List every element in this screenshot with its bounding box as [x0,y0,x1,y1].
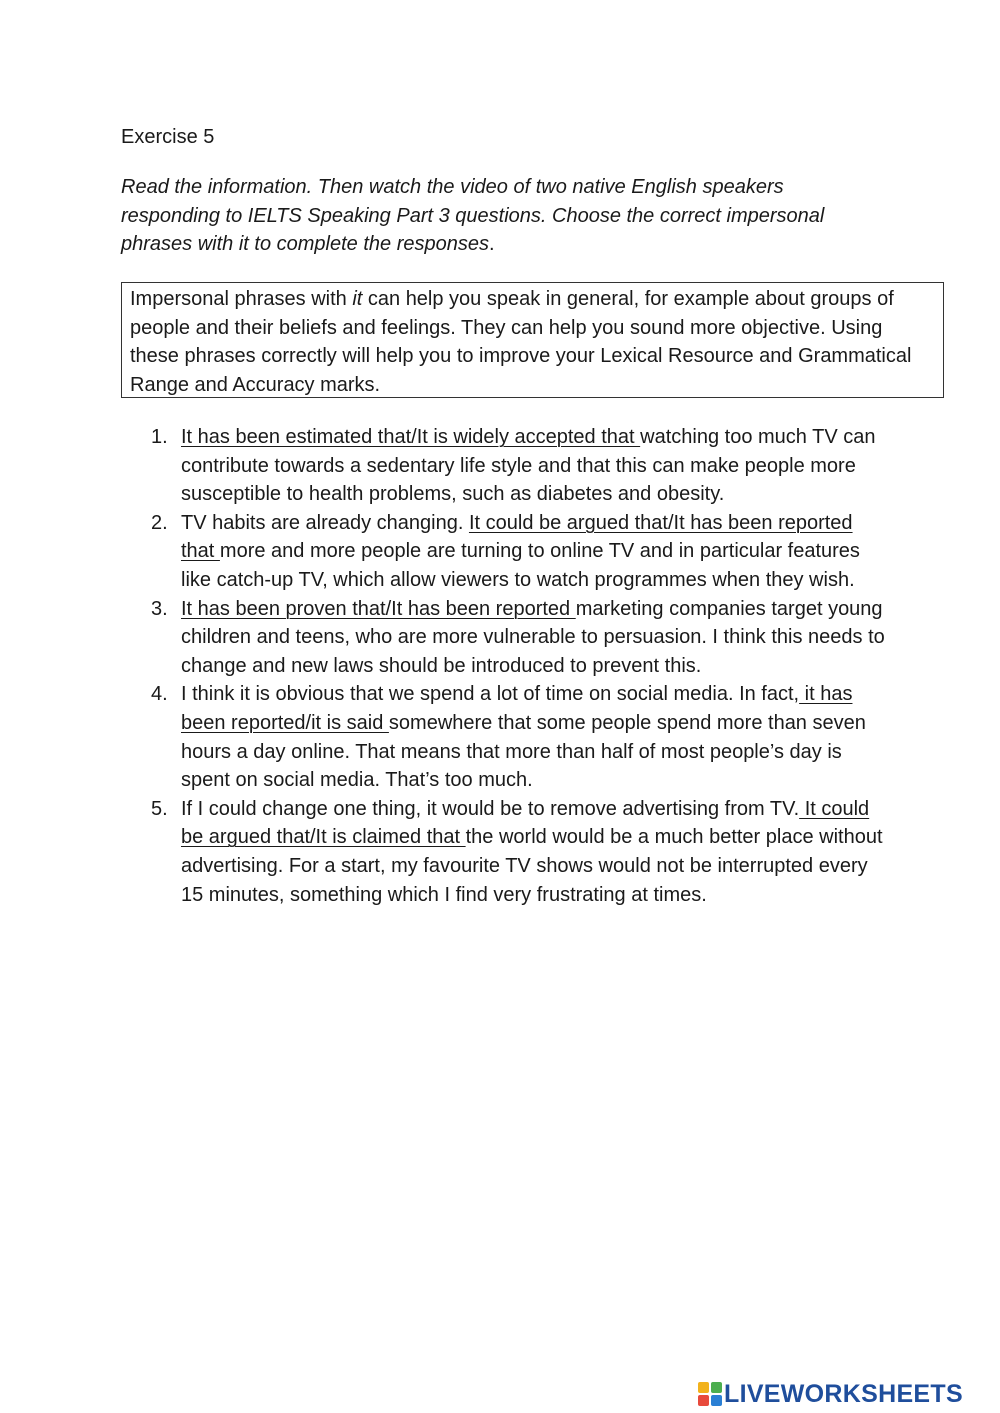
logo-square-red [698,1395,709,1406]
logo-square-yellow [698,1382,709,1393]
liveworksheets-logo [698,1379,963,1409]
logo-square-blue [711,1395,722,1406]
item-text-after: more and more people are turning to online TV and in particular features like catch-up TV, which allow viewers to watch programmes when they wish. [181,540,860,591]
answer-item-1 [121,423,891,509]
item-number: 1. [151,426,168,448]
phrase-choice-1[interactable]: It has been estimated that/It is widely accepted that [181,426,641,448]
item-text-after: somewhere that some people spend more than seven hours a day online. That means that more than half of most people’s day is spent on social media. That’s too much. [181,711,866,792]
item-number: 4. [151,683,168,706]
answer-list [121,423,891,909]
liveworksheets-wordmark: LIVEWORKSHEETS [724,1379,963,1408]
item-number: 2. [151,511,168,534]
item-text-after: marketing companies target young children and teens, who are more vulnerable to persuasion. I think this needs to change and new laws should be introduced to prevent this. [181,597,885,677]
info-text-pre: Impersonal phrases with [130,288,353,310]
phrase-choice-5[interactable]: It could be argued that/It is claimed that [181,797,870,849]
item-text-before: TV habits are already changing. [181,511,469,534]
phrase-choice-4[interactable]: it has been reported/it is said [181,683,853,734]
info-box [121,282,944,398]
answer-item-5 [121,795,891,909]
item-number: 5. [151,797,168,820]
phrase-choice-2[interactable]: It could be argued that/It has been reported that [181,511,853,563]
info-text-it: it [352,288,363,310]
answer-item-2 [121,509,891,595]
logo-square-green [711,1382,722,1393]
info-text-post: can help you speak in general, for example about groups of people and their beliefs and feelings. They can help you sound more objective. Using these phrases correctly will help you to improve your Lexical Resource and Grammatical Range and Accuracy marks. [130,288,912,396]
item-text-after: watching too much TV can contribute towards a sedentary life style and that this can make people more susceptible to health problems, such as diabetes and obesity. [181,426,876,506]
item-number: 3. [151,597,168,620]
item-text-before: I think it is obvious that we spend a lot of time on social media. In fact, [181,683,800,706]
liveworksheets-icon [698,1382,722,1406]
answer-item-4 [121,680,891,794]
instructions-period: . [488,233,495,255]
item-text-before: If I could change one thing, it would be to remove advertising from TV. [181,797,800,820]
exercise-title: Exercise 5 [121,126,215,148]
answer-item-3 [121,595,891,681]
instructions [121,173,881,259]
phrase-choice-3[interactable]: It has been proven that/It has been reported [181,597,576,620]
item-text-after: the world would be a much better place without advertising. For a start, my favourite TV shows would not be interrupted every 15 minutes, something which I find very frustrating at times. [181,826,883,906]
instructions-text: Read the information. Then watch the video of two native English speakers responding to IELTS Speaking Part 3 questions. Choose the correct impersonal phrases with it to complete the responses [121,176,825,255]
